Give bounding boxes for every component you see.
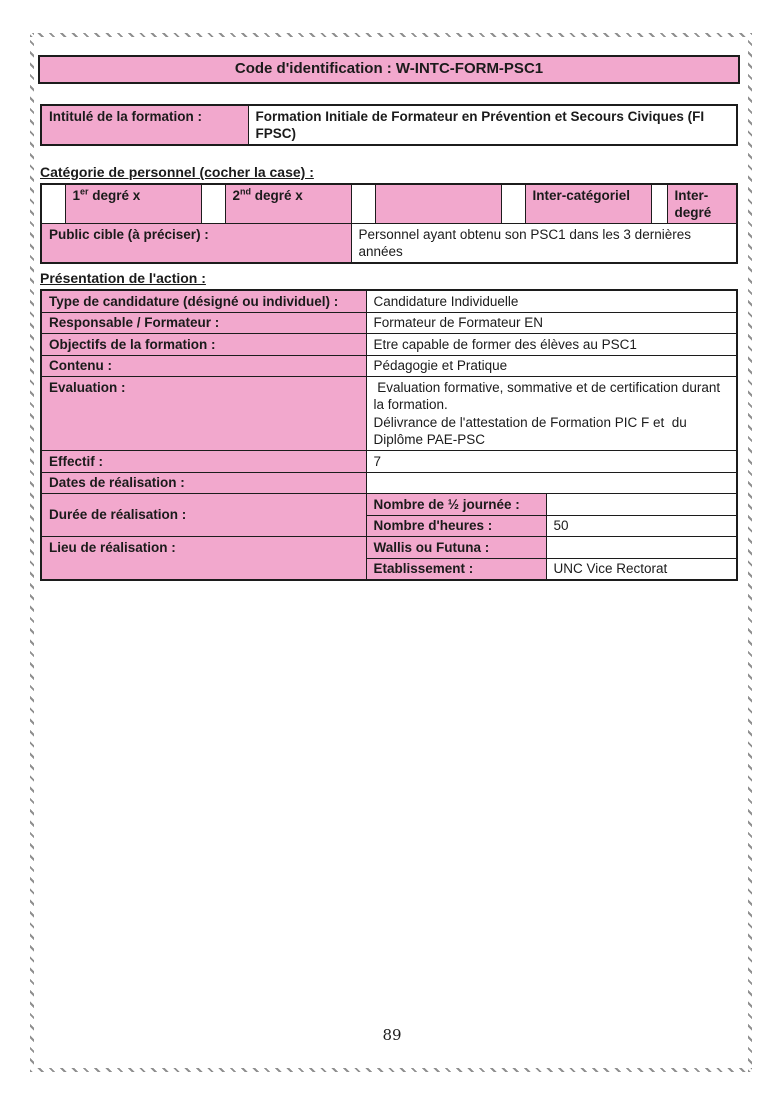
evaluation-value: [366, 377, 737, 451]
training-title-label: Intitulé de la formation :: [41, 105, 248, 145]
evaluation-label: Evaluation :: [41, 377, 366, 451]
identification-code-text: Code d'identification : W-INTC-FORM-PSC1: [234, 60, 544, 77]
responsable-value: Formateur de Formateur EN: [366, 312, 737, 334]
nombre-heures-label: Nombre d'heures :: [366, 515, 546, 537]
training-title-table: [40, 104, 738, 146]
public-cible-label: Public cible (à préciser) :: [41, 224, 351, 264]
dates-realisation-value: [366, 472, 737, 494]
duree-realisation-label: Durée de réalisation :: [41, 494, 366, 537]
effectif-label: Effectif :: [41, 451, 366, 473]
category-option-inter-categoriel: Inter-catégoriel: [525, 184, 651, 224]
training-title-value: Formation Initiale de Formateur en Prévention et Secours Civiques (FI FPSC): [248, 105, 737, 145]
category-section-heading: Catégorie de personnel (cocher la case) :: [40, 164, 314, 180]
public-cible-value: Personnel ayant obtenu son PSC1 dans les 3 dernières années: [351, 224, 737, 264]
nombre-heures-value: 50: [546, 515, 737, 537]
identification-code-banner: [38, 55, 740, 84]
category-option-inter-degre: Inter-degré: [667, 184, 737, 224]
wallis-futuna-label: Wallis ou Futuna :: [366, 537, 546, 559]
etablissement-label: Etablissement :: [366, 558, 546, 580]
candidature-type-label: Type de candidature (désigné ou individuel) :: [41, 290, 366, 312]
action-presentation-table: [40, 289, 738, 581]
lieu-realisation-label: Lieu de réalisation :: [41, 537, 366, 581]
wallis-futuna-value: [546, 537, 737, 559]
checkbox-cell-inter-categoriel: [501, 184, 525, 224]
checkbox-cell-2nd-degree: [201, 184, 225, 224]
etablissement-value: UNC Vice Rectorat: [546, 558, 737, 580]
candidature-type-value: Candidature Individuelle: [366, 290, 737, 312]
category-option-1st-degree: 1er degré x: [65, 184, 201, 224]
checkbox-cell-blank: [351, 184, 375, 224]
page-number: 89: [382, 1026, 402, 1044]
checkbox-cell-1st-degree: [41, 184, 65, 224]
personnel-category-table: [40, 183, 738, 264]
contenu-label: Contenu :: [41, 355, 366, 377]
effectif-value: 7: [366, 451, 737, 473]
page-content: [40, 55, 738, 581]
nombre-demi-journee-label: Nombre de ½ journée :: [366, 494, 546, 516]
page-border-bottom: [30, 1068, 752, 1072]
objectifs-label: Objectifs de la formation :: [41, 334, 366, 356]
contenu-value: Pédagogie et Pratique: [366, 355, 737, 377]
category-option-2nd-degree: 2nd degré x: [225, 184, 351, 224]
checkbox-cell-inter-degre: [651, 184, 667, 224]
nombre-demi-journee-value: [546, 494, 737, 516]
page-border-top: [30, 33, 752, 37]
responsable-label: Responsable / Formateur :: [41, 312, 366, 334]
evaluation-value-line1: Evaluation formative, sommative et de certification durant la formation.: [373, 379, 724, 412]
page-border-left: [30, 33, 34, 1072]
category-option-blank: [375, 184, 501, 224]
objectifs-value: Etre capable de former des élèves au PSC1: [366, 334, 737, 356]
evaluation-value-line2: Délivrance de l'attestation de Formation PIC F et du Diplôme PAE-PSC: [373, 414, 691, 447]
presentation-section-heading: Présentation de l'action :: [40, 270, 206, 286]
page-border-right: [748, 33, 752, 1072]
dates-realisation-label: Dates de réalisation :: [41, 472, 366, 494]
